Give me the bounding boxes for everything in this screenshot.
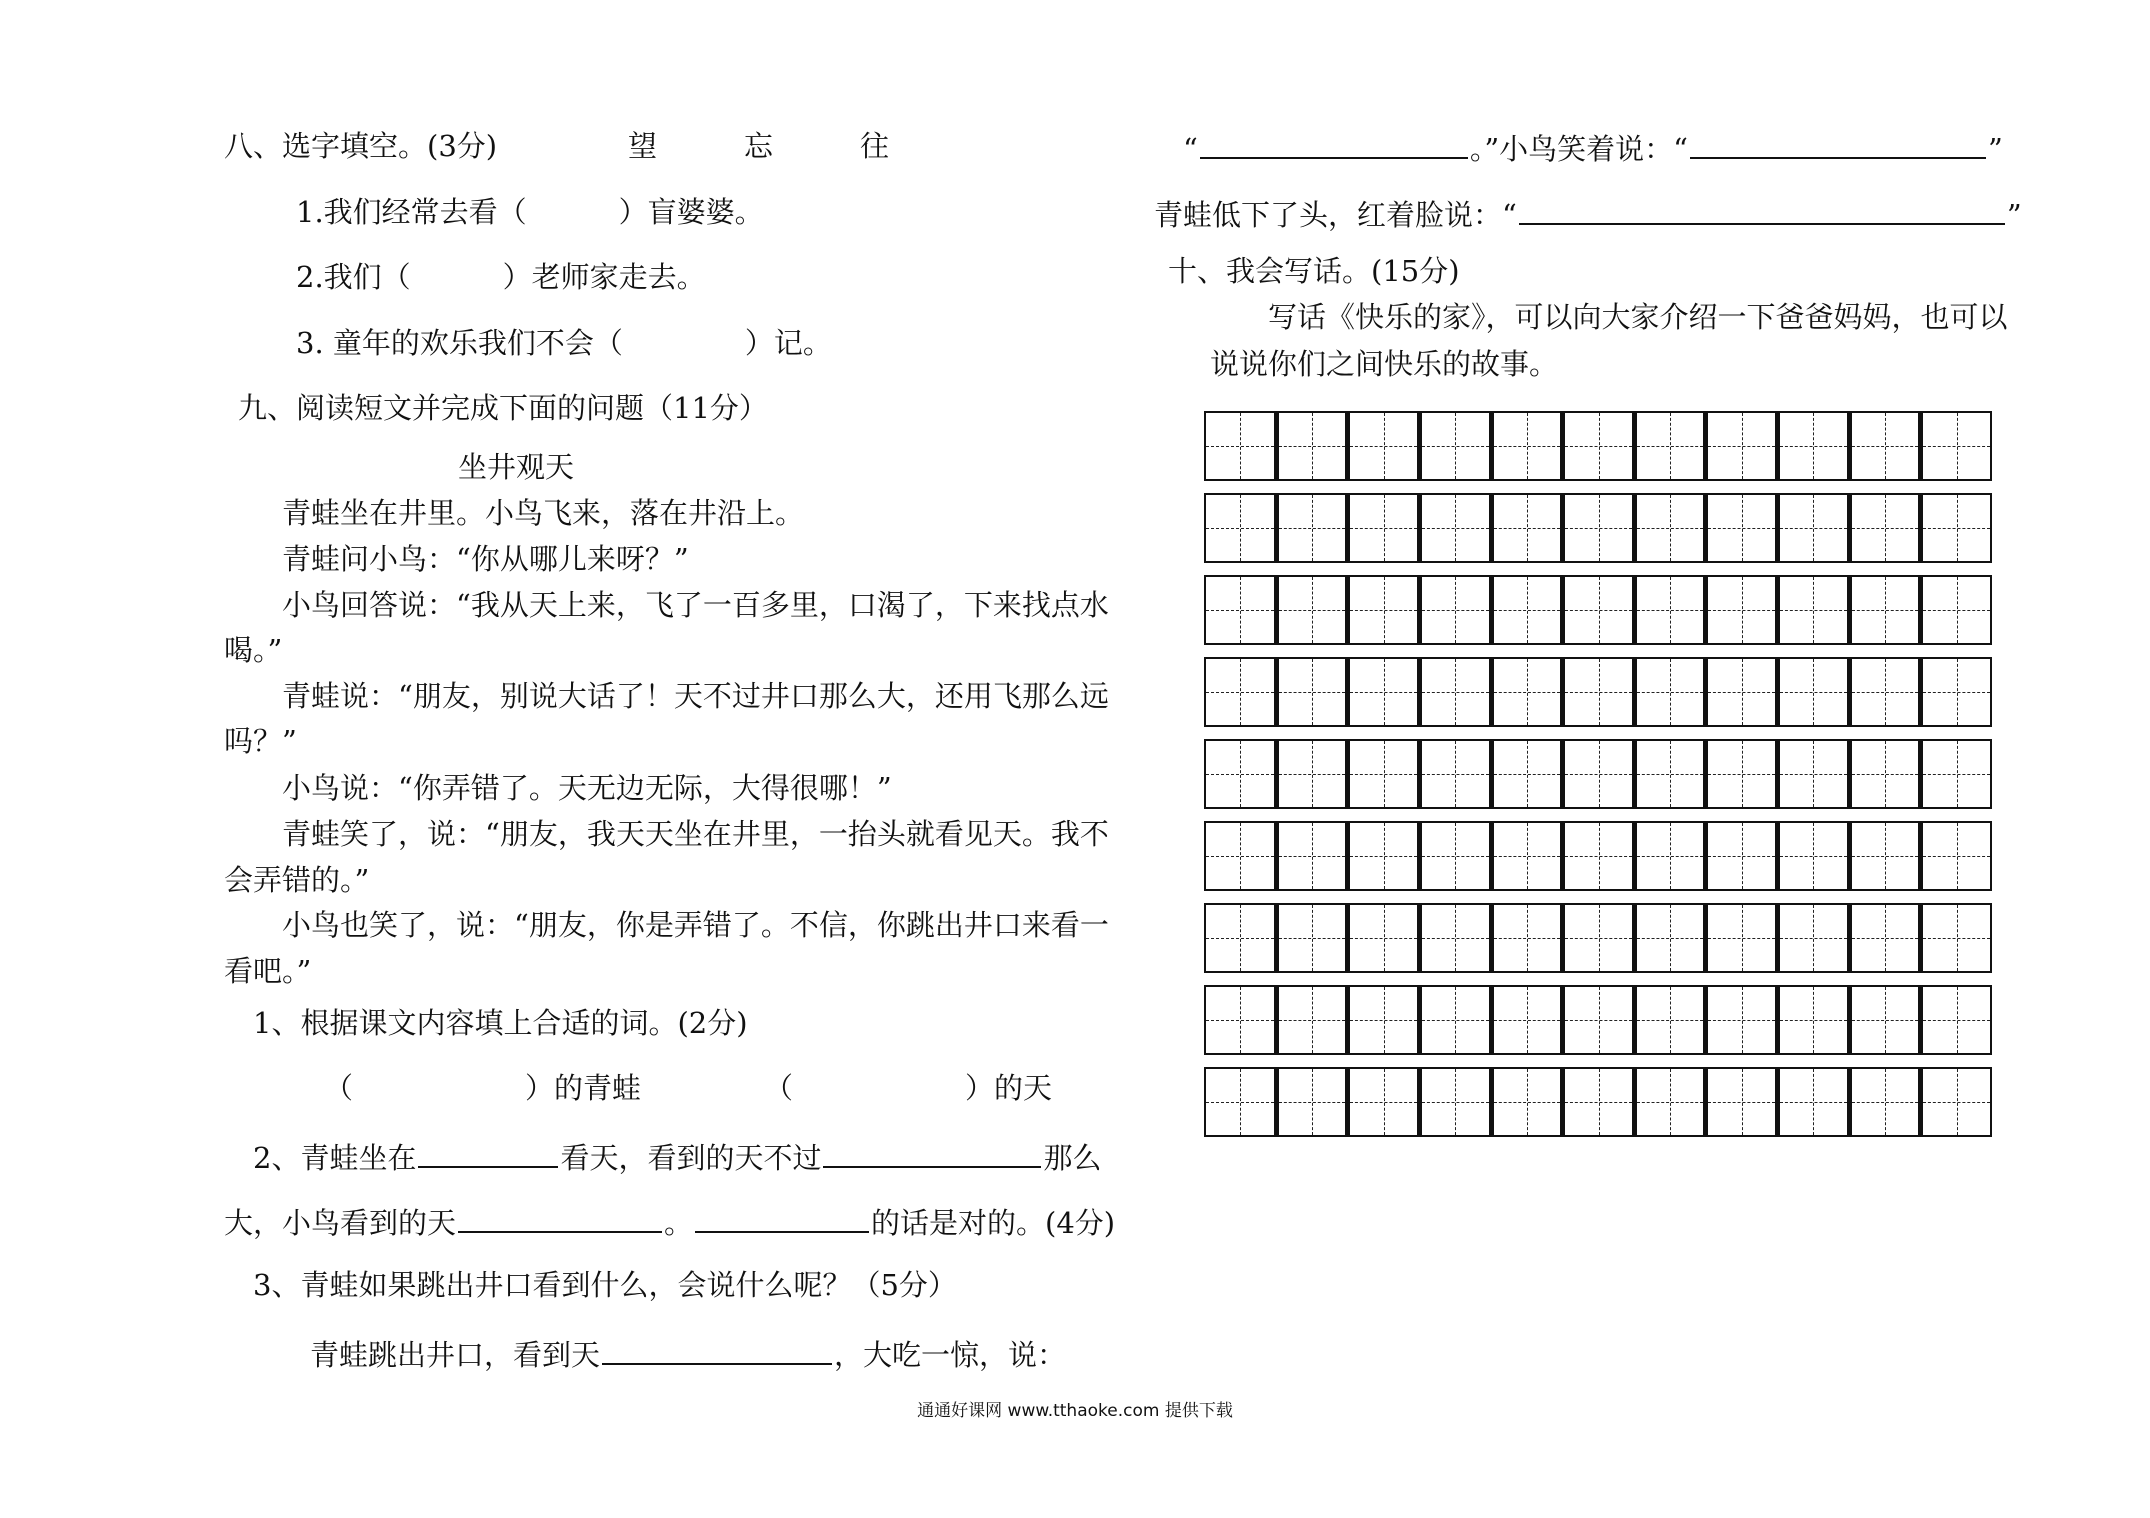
q8-title-line [224,127,497,165]
grid-cell[interactable] [1920,575,1992,645]
grid-cell[interactable] [1705,739,1777,809]
grid-row [1204,903,1992,973]
grid-cell[interactable] [1705,493,1777,563]
grid-cell[interactable] [1204,493,1276,563]
sub2-line-1: 2、青蛙坐在 看天，看到的天不过 那么 [253,1136,1101,1177]
q10-title: 十、我会写话。(15分) [1168,254,1460,288]
grid-cell[interactable] [1491,493,1563,563]
grid-cell[interactable] [1347,821,1419,891]
grid-cell[interactable] [1562,1067,1634,1137]
grid-cell[interactable] [1920,739,1992,809]
sub2-line-2: 大，小鸟看到的天 。 的话是对的。(4分) [224,1201,1115,1242]
q8-char-2: 忘 [744,129,774,163]
grid-cell[interactable] [1491,903,1563,973]
grid-cell[interactable] [1705,411,1777,481]
grid-cell[interactable] [1777,493,1849,563]
story-line-8: 青蛙笑了，说：“朋友，我天天坐在井里，一抬头就看见天。我不 [282,817,1109,851]
grid-cell[interactable] [1491,1067,1563,1137]
grid-cell[interactable] [1920,1067,1992,1137]
answer-blank[interactable] [1519,193,2005,225]
q9-title: 九、阅读短文并完成下面的问题（11分） [238,391,768,425]
sub3-title: 3、青蛙如果跳出井口看到什么，会说什么呢？（5分） [253,1268,957,1302]
answer-blank[interactable] [823,1136,1041,1168]
grid-cell[interactable] [1920,657,1992,727]
q8-char-3: 往 [860,129,890,163]
grid-cell[interactable] [1634,821,1706,891]
grid-cell[interactable] [1634,1067,1706,1137]
grid-cell[interactable] [1777,821,1849,891]
grid-cell[interactable] [1920,821,1992,891]
grid-cell[interactable] [1562,411,1634,481]
grid-cell[interactable] [1419,821,1491,891]
story-line-5: 青蛙说：“朋友，别说大话了！天不过井口那么大，还用飞那么远 [282,679,1109,713]
story-line-1: 青蛙坐在井里。小鸟飞来，落在井沿上。 [282,496,805,530]
grid-cell[interactable] [1419,1067,1491,1137]
grid-cell[interactable] [1777,985,1849,1055]
grid-cell[interactable] [1634,739,1706,809]
q8-item-3: 3. 童年的欢乐我们不会（ ）记。 [296,326,832,360]
grid-cell[interactable] [1562,575,1634,645]
grid-cell[interactable] [1920,493,1992,563]
grid-row [1204,657,1992,727]
grid-cell[interactable] [1849,575,1921,645]
story-line-4: 喝。” [224,633,283,667]
q8-item-1: 1.我们经常去看（ ）盲婆婆。 [296,195,764,229]
grid-cell[interactable] [1491,657,1563,727]
grid-cell[interactable] [1849,903,1921,973]
grid-cell[interactable] [1419,575,1491,645]
story-line-6: 吗？” [224,724,297,758]
grid-cell[interactable] [1777,411,1849,481]
grid-cell[interactable] [1204,985,1276,1055]
grid-cell[interactable] [1705,1067,1777,1137]
grid-cell[interactable] [1347,1067,1419,1137]
story-title: 坐井观天 [458,450,575,484]
grid-cell[interactable] [1276,657,1348,727]
grid-row [1204,821,1992,891]
grid-row [1204,575,1992,645]
story-line-10: 小鸟也笑了，说：“朋友，你是弄错了。不信，你跳出井口来看一 [282,908,1109,942]
grid-cell[interactable] [1920,411,1992,481]
grid-cell[interactable] [1491,739,1563,809]
grid-cell[interactable] [1562,985,1634,1055]
grid-cell[interactable] [1276,739,1348,809]
grid-cell[interactable] [1204,411,1276,481]
story-line-11: 看吧。” [224,954,312,988]
grid-cell[interactable] [1849,985,1921,1055]
grid-cell[interactable] [1705,657,1777,727]
answer-blank[interactable] [695,1201,869,1233]
grid-cell[interactable] [1634,493,1706,563]
grid-cell[interactable] [1204,1067,1276,1137]
grid-cell[interactable] [1491,575,1563,645]
answer-blank[interactable] [602,1333,832,1365]
grid-cell[interactable] [1419,493,1491,563]
grid-row [1204,1067,1992,1137]
grid-cell[interactable] [1419,411,1491,481]
grid-cell[interactable] [1562,657,1634,727]
grid-cell[interactable] [1849,1067,1921,1137]
grid-cell[interactable] [1920,903,1992,973]
answer-blank[interactable] [1690,127,1986,159]
grid-cell[interactable] [1705,575,1777,645]
grid-cell[interactable] [1204,821,1276,891]
story-line-2: 青蛙问小鸟：“你从哪儿来呀？” [282,542,689,576]
grid-cell[interactable] [1849,657,1921,727]
grid-cell[interactable] [1562,903,1634,973]
q10-text-2: 说说你们之间快乐的故事。 [1210,347,1559,381]
grid-cell[interactable] [1419,739,1491,809]
grid-cell[interactable] [1276,985,1348,1055]
grid-cell[interactable] [1347,657,1419,727]
grid-cell[interactable] [1634,575,1706,645]
grid-cell[interactable] [1705,985,1777,1055]
grid-cell[interactable] [1347,411,1419,481]
grid-cell[interactable] [1562,493,1634,563]
sub1-a: （ ）的青蛙 [324,1071,642,1105]
grid-cell[interactable] [1419,985,1491,1055]
grid-cell[interactable] [1562,821,1634,891]
grid-cell[interactable] [1705,821,1777,891]
grid-cell[interactable] [1491,985,1563,1055]
grid-cell[interactable] [1347,985,1419,1055]
right-line-1: “ 。”小鸟笑着说：“ ” [1183,127,2003,168]
grid-cell[interactable] [1276,493,1348,563]
grid-cell[interactable] [1777,739,1849,809]
answer-blank[interactable] [418,1136,558,1168]
q8-title: 八、选字填空。(3分) [224,129,498,163]
grid-cell[interactable] [1705,903,1777,973]
grid-cell[interactable] [1204,739,1276,809]
grid-cell[interactable] [1491,411,1563,481]
sub3-line: 青蛙跳出井口，看到天 ，大吃一惊，说： [310,1333,1066,1374]
grid-cell[interactable] [1276,821,1348,891]
grid-row [1204,985,1992,1055]
answer-blank[interactable] [1200,127,1468,159]
grid-cell[interactable] [1491,821,1563,891]
grid-cell[interactable] [1419,657,1491,727]
grid-cell[interactable] [1777,1067,1849,1137]
grid-cell[interactable] [1634,411,1706,481]
grid-cell[interactable] [1634,903,1706,973]
grid-row [1204,493,1992,563]
grid-row [1204,739,1992,809]
grid-cell[interactable] [1634,985,1706,1055]
grid-cell[interactable] [1347,739,1419,809]
q8-item-2: 2.我们（ ）老师家走去。 [296,260,706,294]
grid-cell[interactable] [1920,985,1992,1055]
grid-cell[interactable] [1276,411,1348,481]
grid-cell[interactable] [1562,739,1634,809]
grid-cell[interactable] [1347,575,1419,645]
sub1-b: （ ）的天 [764,1071,1053,1105]
grid-cell[interactable] [1777,903,1849,973]
footer-text: 通通好课网 www.tthaoke.com 提供下载 [917,1401,1233,1421]
story-line-7: 小鸟说：“你弄错了。天无边无际，大得很哪！” [282,771,892,805]
story-line-9: 会弄错的。” [224,863,370,897]
grid-cell[interactable] [1276,1067,1348,1137]
grid-cell[interactable] [1347,493,1419,563]
sub1-title: 1、根据课文内容填上合适的词。(2分) [253,1006,748,1040]
grid-cell[interactable] [1347,903,1419,973]
story-line-3: 小鸟回答说：“我从天上来，飞了一百多里，口渴了，下来找点水 [282,588,1109,622]
grid-cell[interactable] [1419,903,1491,973]
grid-cell[interactable] [1849,821,1921,891]
q10-text-1: 写话《快乐的家》，可以向大家介绍一下爸爸妈妈，也可以 [1268,300,2008,334]
right-line-2: 青蛙低下了头，红着脸说：“ ” [1154,193,2022,234]
grid-cell[interactable] [1777,575,1849,645]
grid-cell[interactable] [1204,903,1276,973]
grid-cell[interactable] [1777,657,1849,727]
grid-row [1204,411,1992,481]
grid-cell[interactable] [1849,739,1921,809]
grid-cell[interactable] [1204,575,1276,645]
q8-char-1: 望 [628,129,658,163]
grid-cell[interactable] [1204,657,1276,727]
answer-blank[interactable] [458,1201,662,1233]
grid-cell[interactable] [1849,411,1921,481]
grid-cell[interactable] [1849,493,1921,563]
grid-cell[interactable] [1276,575,1348,645]
grid-cell[interactable] [1276,903,1348,973]
grid-cell[interactable] [1634,657,1706,727]
